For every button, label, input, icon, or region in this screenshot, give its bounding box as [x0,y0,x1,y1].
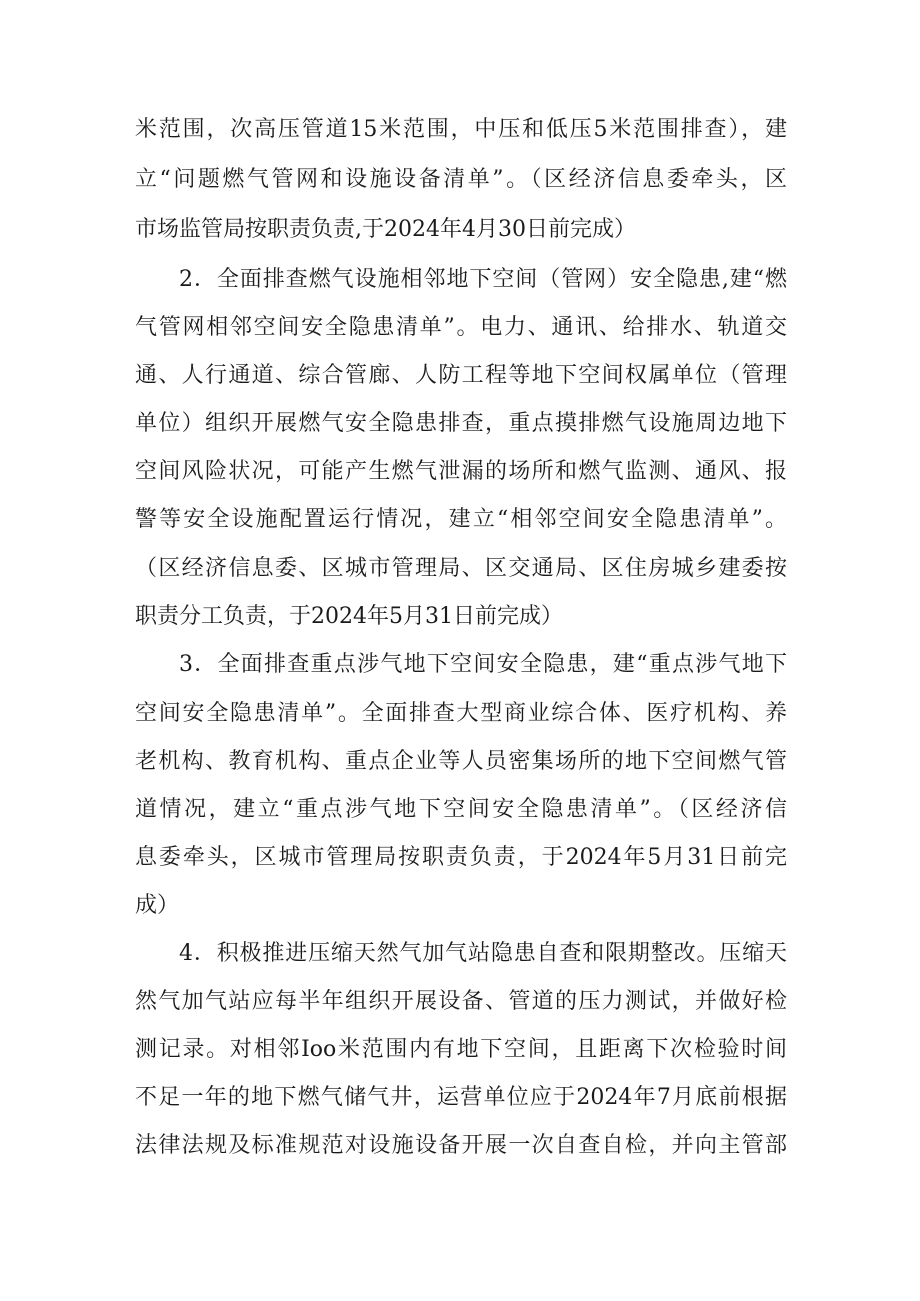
text-line: 法律法规及标准规范对设施设备开展一次自查自检，并向主管部 [135,1133,787,1158]
paragraph-3-first-line: 3．全面排查重点涉气地下空间安全隐患，建“重点涉气地下 [179,652,787,677]
text-line: 米范围，次高压管道15米范围，中压和低压5米范围排查），建 [135,117,787,142]
text-line: 市场监管局按职责负责,于2024年4月30日前完成） [135,217,636,242]
text-line: 空间风险状况，可能产生燃气泄漏的场所和燃气监测、通风、报 [135,459,787,484]
text-line: 老机构、教育机构、重点企业等人员密集场所的地下空间燃气管 [135,749,787,774]
text-line: 通、人行通道、综合管廊、人防工程等地下空间权属单位（管理 [135,363,787,388]
paragraph-4-first-line: 4．积极推进压缩天然气加气站隐患自查和限期整改。压缩天 [179,941,787,966]
text-line: 测记录。对相邻Ioo米范围内有地下空间，且距离下次检验时间 [135,1037,787,1062]
text-line: 息委牵头，区城市管理局按职责负责，于2024年5月31日前完 [135,845,787,870]
text-line: 成） [135,893,180,918]
text-line: （区经济信息委、区城市管理局、区交通局、区住房城乡建委按 [135,556,787,581]
text-line: 警等安全设施配置运行情况，建立“相邻空间安全隐患清单”。 [135,507,787,532]
text-line: 空间安全隐患清单”。全面排查大型商业综合体、医疗机构、养 [135,701,787,726]
text-line: 然气加气站应每半年组织开展设备、管道的压力测试，并做好检 [135,989,787,1014]
text-line: 单位）组织开展燃气安全隐患排查，重点摸排燃气设施周边地下 [135,411,787,436]
paragraph-2-first-line: 2．全面排查燃气设施相邻地下空间（管网）安全隐患,建“燃 [179,267,787,292]
text-line: 道情况，建立“重点涉气地下空间安全隐患清单”。（区经济信 [135,797,787,822]
text-line: 气管网相邻空间安全隐患清单”。电力、通讯、给排水、轨道交 [135,315,787,340]
text-line: 不足一年的地下燃气储气井，运营单位应于2024年7月底前根据 [135,1085,787,1110]
text-line: 立“问题燃气管网和设施设备清单”。（区经济信息委牵头，区 [135,167,787,192]
text-line: 职责分工负责，于2024年5月31日前完成） [135,604,563,629]
